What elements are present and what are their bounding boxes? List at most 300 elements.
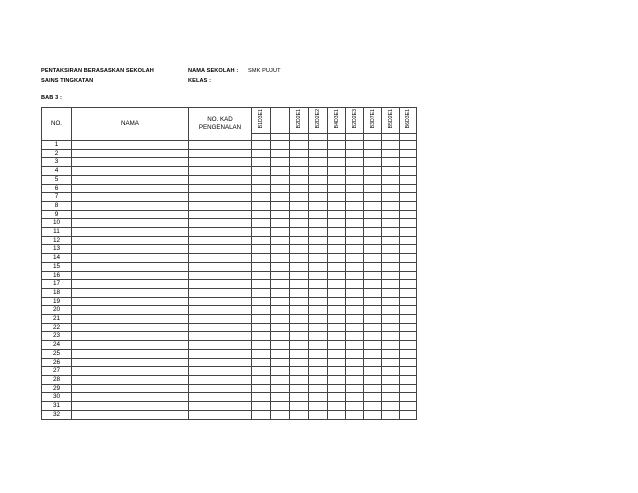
table-cell[interactable] xyxy=(252,271,271,280)
table-cell[interactable] xyxy=(252,262,271,271)
table-cell[interactable] xyxy=(189,210,252,219)
table-cell[interactable] xyxy=(400,393,417,402)
table-cell[interactable] xyxy=(346,158,364,167)
table-cell[interactable] xyxy=(400,280,417,289)
table-cell[interactable] xyxy=(72,393,189,402)
table-cell[interactable] xyxy=(346,358,364,367)
table-cell[interactable] xyxy=(364,402,382,411)
table-cell[interactable] xyxy=(309,158,328,167)
table-cell[interactable] xyxy=(309,228,328,237)
table-cell[interactable] xyxy=(309,332,328,341)
table-cell[interactable] xyxy=(382,306,400,315)
table-cell[interactable] xyxy=(400,228,417,237)
table-cell[interactable] xyxy=(72,254,189,263)
table-cell[interactable] xyxy=(400,254,417,263)
table-cell[interactable] xyxy=(364,367,382,376)
table-cell[interactable] xyxy=(309,306,328,315)
table-cell[interactable] xyxy=(72,315,189,324)
table-cell[interactable] xyxy=(328,236,346,245)
table-cell[interactable] xyxy=(290,271,309,280)
table-cell[interactable] xyxy=(252,297,271,306)
table-cell[interactable] xyxy=(364,384,382,393)
table-cell[interactable] xyxy=(309,219,328,228)
table-cell[interactable] xyxy=(364,254,382,263)
table-cell[interactable] xyxy=(309,175,328,184)
table-cell[interactable] xyxy=(328,315,346,324)
table-cell[interactable] xyxy=(271,167,290,176)
table-cell[interactable] xyxy=(346,228,364,237)
table-cell[interactable] xyxy=(252,341,271,350)
table-cell[interactable] xyxy=(290,358,309,367)
table-cell[interactable] xyxy=(290,410,309,419)
table-cell[interactable] xyxy=(400,175,417,184)
table-cell[interactable] xyxy=(309,358,328,367)
table-cell[interactable] xyxy=(189,402,252,411)
table-cell[interactable] xyxy=(189,280,252,289)
table-cell[interactable] xyxy=(346,271,364,280)
table-cell[interactable] xyxy=(382,245,400,254)
table-cell[interactable] xyxy=(364,210,382,219)
table-cell[interactable] xyxy=(328,280,346,289)
table-cell[interactable] xyxy=(382,228,400,237)
table-cell[interactable] xyxy=(346,236,364,245)
table-cell[interactable] xyxy=(400,193,417,202)
table-cell[interactable] xyxy=(309,367,328,376)
table-cell[interactable] xyxy=(252,367,271,376)
table-cell[interactable] xyxy=(328,254,346,263)
table-cell[interactable] xyxy=(271,358,290,367)
table-cell[interactable] xyxy=(252,175,271,184)
table-cell[interactable] xyxy=(382,323,400,332)
table-cell[interactable] xyxy=(400,288,417,297)
table-cell[interactable] xyxy=(271,219,290,228)
table-cell[interactable] xyxy=(346,349,364,358)
table-cell[interactable] xyxy=(271,193,290,202)
table-cell[interactable] xyxy=(252,315,271,324)
table-cell[interactable] xyxy=(271,332,290,341)
table-cell[interactable] xyxy=(290,236,309,245)
table-cell[interactable] xyxy=(290,210,309,219)
table-cell[interactable] xyxy=(271,175,290,184)
table-cell[interactable] xyxy=(346,149,364,158)
table-cell[interactable] xyxy=(290,219,309,228)
table-cell[interactable] xyxy=(189,219,252,228)
table-cell[interactable] xyxy=(382,297,400,306)
table-cell[interactable] xyxy=(382,201,400,210)
table-cell[interactable] xyxy=(309,323,328,332)
table-cell[interactable] xyxy=(309,254,328,263)
table-cell[interactable] xyxy=(400,158,417,167)
table-cell[interactable] xyxy=(290,393,309,402)
table-cell[interactable] xyxy=(309,271,328,280)
table-cell[interactable] xyxy=(364,201,382,210)
table-cell[interactable] xyxy=(328,358,346,367)
table-cell[interactable] xyxy=(382,358,400,367)
table-cell[interactable] xyxy=(364,332,382,341)
table-cell[interactable] xyxy=(271,341,290,350)
table-cell[interactable] xyxy=(328,149,346,158)
table-cell[interactable] xyxy=(189,271,252,280)
table-cell[interactable] xyxy=(72,158,189,167)
table-cell[interactable] xyxy=(400,262,417,271)
table-cell[interactable] xyxy=(400,402,417,411)
table-cell[interactable] xyxy=(364,228,382,237)
table-cell[interactable] xyxy=(364,280,382,289)
table-cell[interactable] xyxy=(252,158,271,167)
table-cell[interactable] xyxy=(72,271,189,280)
table-cell[interactable] xyxy=(328,297,346,306)
table-cell[interactable] xyxy=(189,375,252,384)
table-cell[interactable] xyxy=(189,228,252,237)
table-cell[interactable] xyxy=(290,254,309,263)
table-cell[interactable] xyxy=(382,341,400,350)
table-cell[interactable] xyxy=(290,341,309,350)
table-cell[interactable] xyxy=(271,262,290,271)
table-cell[interactable] xyxy=(252,254,271,263)
table-cell[interactable] xyxy=(346,141,364,150)
table-cell[interactable] xyxy=(271,245,290,254)
table-cell[interactable] xyxy=(290,288,309,297)
table-cell[interactable] xyxy=(400,341,417,350)
table-cell[interactable] xyxy=(309,280,328,289)
table-cell[interactable] xyxy=(252,228,271,237)
table-cell[interactable] xyxy=(290,315,309,324)
table-cell[interactable] xyxy=(328,175,346,184)
table-cell[interactable] xyxy=(382,393,400,402)
table-cell[interactable] xyxy=(400,306,417,315)
table-cell[interactable] xyxy=(252,402,271,411)
table-cell[interactable] xyxy=(72,332,189,341)
table-cell[interactable] xyxy=(364,375,382,384)
table-cell[interactable] xyxy=(346,288,364,297)
table-cell[interactable] xyxy=(72,410,189,419)
table-cell[interactable] xyxy=(346,167,364,176)
table-cell[interactable] xyxy=(328,402,346,411)
table-cell[interactable] xyxy=(252,201,271,210)
table-cell[interactable] xyxy=(382,210,400,219)
table-cell[interactable] xyxy=(189,297,252,306)
table-cell[interactable] xyxy=(346,262,364,271)
table-cell[interactable] xyxy=(382,315,400,324)
table-cell[interactable] xyxy=(309,402,328,411)
table-cell[interactable] xyxy=(290,332,309,341)
table-cell[interactable] xyxy=(382,280,400,289)
table-cell[interactable] xyxy=(382,219,400,228)
table-cell[interactable] xyxy=(271,210,290,219)
table-cell[interactable] xyxy=(309,341,328,350)
table-cell[interactable] xyxy=(400,219,417,228)
table-cell[interactable] xyxy=(72,375,189,384)
table-cell[interactable] xyxy=(309,245,328,254)
table-cell[interactable] xyxy=(290,158,309,167)
table-cell[interactable] xyxy=(271,201,290,210)
table-cell[interactable] xyxy=(72,175,189,184)
table-cell[interactable] xyxy=(72,306,189,315)
table-cell[interactable] xyxy=(328,341,346,350)
table-cell[interactable] xyxy=(382,184,400,193)
table-cell[interactable] xyxy=(400,201,417,210)
table-cell[interactable] xyxy=(252,167,271,176)
table-cell[interactable] xyxy=(189,262,252,271)
table-cell[interactable] xyxy=(72,402,189,411)
table-cell[interactable] xyxy=(309,297,328,306)
table-cell[interactable] xyxy=(189,245,252,254)
table-cell[interactable] xyxy=(346,367,364,376)
table-cell[interactable] xyxy=(189,367,252,376)
table-cell[interactable] xyxy=(364,236,382,245)
table-cell[interactable] xyxy=(72,201,189,210)
table-cell[interactable] xyxy=(400,149,417,158)
table-cell[interactable] xyxy=(252,332,271,341)
table-cell[interactable] xyxy=(189,167,252,176)
table-cell[interactable] xyxy=(346,219,364,228)
table-cell[interactable] xyxy=(328,306,346,315)
table-cell[interactable] xyxy=(290,402,309,411)
table-cell[interactable] xyxy=(364,158,382,167)
table-cell[interactable] xyxy=(290,297,309,306)
table-cell[interactable] xyxy=(290,323,309,332)
table-cell[interactable] xyxy=(364,219,382,228)
table-cell[interactable] xyxy=(309,210,328,219)
table-cell[interactable] xyxy=(400,384,417,393)
table-cell[interactable] xyxy=(400,358,417,367)
table-cell[interactable] xyxy=(328,332,346,341)
table-cell[interactable] xyxy=(346,410,364,419)
table-cell[interactable] xyxy=(382,149,400,158)
table-cell[interactable] xyxy=(382,167,400,176)
table-cell[interactable] xyxy=(252,219,271,228)
table-cell[interactable] xyxy=(400,315,417,324)
table-cell[interactable] xyxy=(364,193,382,202)
table-cell[interactable] xyxy=(309,384,328,393)
table-cell[interactable] xyxy=(364,149,382,158)
table-cell[interactable] xyxy=(252,193,271,202)
table-cell[interactable] xyxy=(271,367,290,376)
table-cell[interactable] xyxy=(252,349,271,358)
table-cell[interactable] xyxy=(189,332,252,341)
table-cell[interactable] xyxy=(72,236,189,245)
table-cell[interactable] xyxy=(252,288,271,297)
table-cell[interactable] xyxy=(72,323,189,332)
table-cell[interactable] xyxy=(346,323,364,332)
table-cell[interactable] xyxy=(309,375,328,384)
table-cell[interactable] xyxy=(252,384,271,393)
table-cell[interactable] xyxy=(346,315,364,324)
table-cell[interactable] xyxy=(189,384,252,393)
table-cell[interactable] xyxy=(309,393,328,402)
table-cell[interactable] xyxy=(252,306,271,315)
table-cell[interactable] xyxy=(290,367,309,376)
table-cell[interactable] xyxy=(328,158,346,167)
table-cell[interactable] xyxy=(364,175,382,184)
table-cell[interactable] xyxy=(328,323,346,332)
table-cell[interactable] xyxy=(189,149,252,158)
table-cell[interactable] xyxy=(364,184,382,193)
table-cell[interactable] xyxy=(72,280,189,289)
table-cell[interactable] xyxy=(346,402,364,411)
table-cell[interactable] xyxy=(328,288,346,297)
table-cell[interactable] xyxy=(328,262,346,271)
table-cell[interactable] xyxy=(364,341,382,350)
table-cell[interactable] xyxy=(271,288,290,297)
table-cell[interactable] xyxy=(72,245,189,254)
table-cell[interactable] xyxy=(290,193,309,202)
table-cell[interactable] xyxy=(72,219,189,228)
table-cell[interactable] xyxy=(346,297,364,306)
table-cell[interactable] xyxy=(271,349,290,358)
table-cell[interactable] xyxy=(252,280,271,289)
table-cell[interactable] xyxy=(400,271,417,280)
table-cell[interactable] xyxy=(72,193,189,202)
table-cell[interactable] xyxy=(290,184,309,193)
table-cell[interactable] xyxy=(328,210,346,219)
table-cell[interactable] xyxy=(290,175,309,184)
table-cell[interactable] xyxy=(271,306,290,315)
table-cell[interactable] xyxy=(382,410,400,419)
table-cell[interactable] xyxy=(189,341,252,350)
table-cell[interactable] xyxy=(382,349,400,358)
table-cell[interactable] xyxy=(309,349,328,358)
table-cell[interactable] xyxy=(382,236,400,245)
table-cell[interactable] xyxy=(309,201,328,210)
table-cell[interactable] xyxy=(346,393,364,402)
table-cell[interactable] xyxy=(364,349,382,358)
table-cell[interactable] xyxy=(346,280,364,289)
table-cell[interactable] xyxy=(328,375,346,384)
table-cell[interactable] xyxy=(346,254,364,263)
table-cell[interactable] xyxy=(328,228,346,237)
table-cell[interactable] xyxy=(382,384,400,393)
table-cell[interactable] xyxy=(328,245,346,254)
table-cell[interactable] xyxy=(271,297,290,306)
table-cell[interactable] xyxy=(271,149,290,158)
table-cell[interactable] xyxy=(346,184,364,193)
table-cell[interactable] xyxy=(364,306,382,315)
table-cell[interactable] xyxy=(400,141,417,150)
table-cell[interactable] xyxy=(72,141,189,150)
table-cell[interactable] xyxy=(328,410,346,419)
table-cell[interactable] xyxy=(346,193,364,202)
table-cell[interactable] xyxy=(400,167,417,176)
table-cell[interactable] xyxy=(382,271,400,280)
table-cell[interactable] xyxy=(290,375,309,384)
table-cell[interactable] xyxy=(328,141,346,150)
table-cell[interactable] xyxy=(72,297,189,306)
table-cell[interactable] xyxy=(72,384,189,393)
table-cell[interactable] xyxy=(189,288,252,297)
table-cell[interactable] xyxy=(400,184,417,193)
table-cell[interactable] xyxy=(271,228,290,237)
table-cell[interactable] xyxy=(290,306,309,315)
table-cell[interactable] xyxy=(252,375,271,384)
table-cell[interactable] xyxy=(290,262,309,271)
table-cell[interactable] xyxy=(252,210,271,219)
table-cell[interactable] xyxy=(252,358,271,367)
table-cell[interactable] xyxy=(328,271,346,280)
table-cell[interactable] xyxy=(309,184,328,193)
table-cell[interactable] xyxy=(382,262,400,271)
table-cell[interactable] xyxy=(364,358,382,367)
table-cell[interactable] xyxy=(72,167,189,176)
table-cell[interactable] xyxy=(72,210,189,219)
table-cell[interactable] xyxy=(364,315,382,324)
table-cell[interactable] xyxy=(72,341,189,350)
table-cell[interactable] xyxy=(382,175,400,184)
table-cell[interactable] xyxy=(271,184,290,193)
table-cell[interactable] xyxy=(290,228,309,237)
table-cell[interactable] xyxy=(309,315,328,324)
table-cell[interactable] xyxy=(346,210,364,219)
table-cell[interactable] xyxy=(309,141,328,150)
table-cell[interactable] xyxy=(252,410,271,419)
table-cell[interactable] xyxy=(72,349,189,358)
table-cell[interactable] xyxy=(290,349,309,358)
table-cell[interactable] xyxy=(189,236,252,245)
table-cell[interactable] xyxy=(328,393,346,402)
table-cell[interactable] xyxy=(189,184,252,193)
table-cell[interactable] xyxy=(328,384,346,393)
table-cell[interactable] xyxy=(382,367,400,376)
table-cell[interactable] xyxy=(72,367,189,376)
table-cell[interactable] xyxy=(400,410,417,419)
table-cell[interactable] xyxy=(400,332,417,341)
table-cell[interactable] xyxy=(364,323,382,332)
table-cell[interactable] xyxy=(309,236,328,245)
table-cell[interactable] xyxy=(252,149,271,158)
table-cell[interactable] xyxy=(382,141,400,150)
table-cell[interactable] xyxy=(328,367,346,376)
table-cell[interactable] xyxy=(290,201,309,210)
table-cell[interactable] xyxy=(189,410,252,419)
table-cell[interactable] xyxy=(189,141,252,150)
table-cell[interactable] xyxy=(72,288,189,297)
table-cell[interactable] xyxy=(290,245,309,254)
table-cell[interactable] xyxy=(271,141,290,150)
table-cell[interactable] xyxy=(400,210,417,219)
table-cell[interactable] xyxy=(400,297,417,306)
table-cell[interactable] xyxy=(189,254,252,263)
table-cell[interactable] xyxy=(189,323,252,332)
table-cell[interactable] xyxy=(328,219,346,228)
table-cell[interactable] xyxy=(72,262,189,271)
table-cell[interactable] xyxy=(271,280,290,289)
table-cell[interactable] xyxy=(382,375,400,384)
table-cell[interactable] xyxy=(271,375,290,384)
table-cell[interactable] xyxy=(346,384,364,393)
table-cell[interactable] xyxy=(290,384,309,393)
table-cell[interactable] xyxy=(382,158,400,167)
table-cell[interactable] xyxy=(400,236,417,245)
table-cell[interactable] xyxy=(271,236,290,245)
table-cell[interactable] xyxy=(72,228,189,237)
table-cell[interactable] xyxy=(364,245,382,254)
table-cell[interactable] xyxy=(400,375,417,384)
table-cell[interactable] xyxy=(290,149,309,158)
table-cell[interactable] xyxy=(346,175,364,184)
table-cell[interactable] xyxy=(271,158,290,167)
table-cell[interactable] xyxy=(382,254,400,263)
table-cell[interactable] xyxy=(400,367,417,376)
table-cell[interactable] xyxy=(290,141,309,150)
table-cell[interactable] xyxy=(364,141,382,150)
table-cell[interactable] xyxy=(271,384,290,393)
table-cell[interactable] xyxy=(346,375,364,384)
table-cell[interactable] xyxy=(189,315,252,324)
table-cell[interactable] xyxy=(309,288,328,297)
table-cell[interactable] xyxy=(328,167,346,176)
table-cell[interactable] xyxy=(290,280,309,289)
table-cell[interactable] xyxy=(400,323,417,332)
